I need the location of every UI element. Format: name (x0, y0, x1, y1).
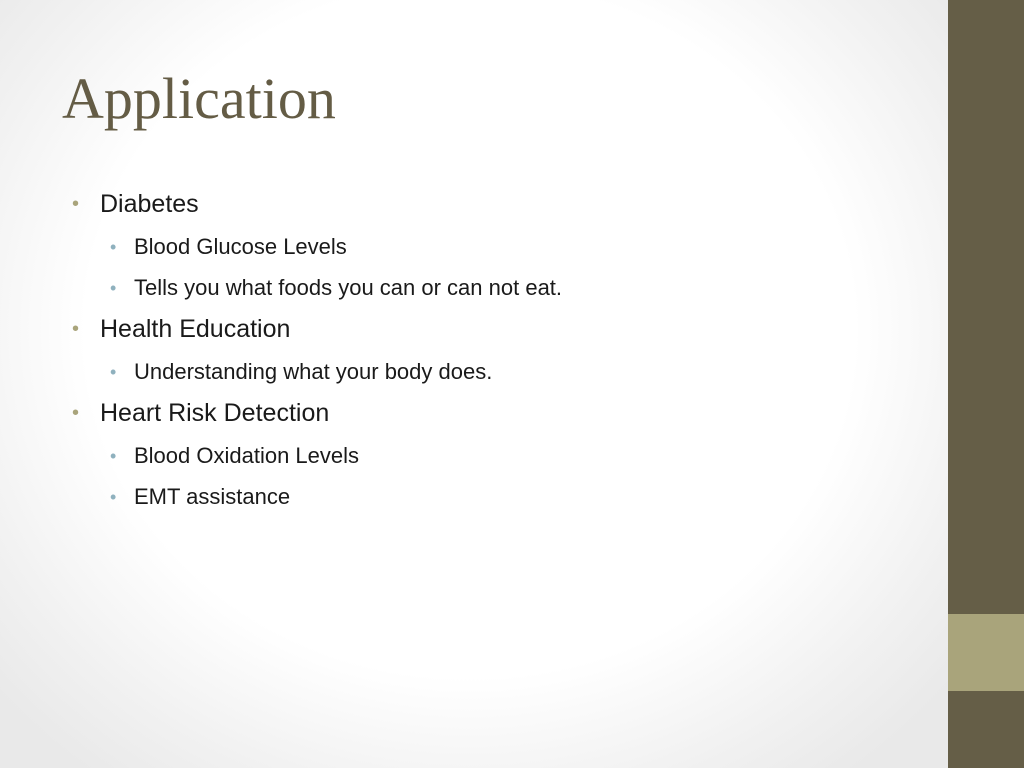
sub-bullet-marker: • (110, 487, 117, 507)
sub-bullet-text: Understanding what your body does. (134, 359, 493, 384)
sub-bullet-item (106, 481, 922, 513)
bullet-text: Heart Risk Detection (100, 399, 330, 427)
sub-bullet-text: Tells you what foods you can or can not eat. (134, 275, 563, 300)
sub-bullet-marker: • (110, 278, 117, 298)
bullet-marker: • (72, 318, 80, 340)
bullet-item (72, 395, 922, 431)
bullet-item (72, 186, 922, 222)
bullet-text: Health Education (100, 315, 291, 343)
sub-bullet-item (106, 440, 922, 472)
bullet-text: Diabetes (100, 190, 199, 218)
sub-bullet-marker: • (110, 446, 117, 466)
bullet-marker: • (72, 193, 80, 215)
sub-bullet-marker: • (110, 237, 117, 257)
bullet-item (72, 311, 922, 347)
sub-bullet-item (106, 356, 922, 388)
sub-bullet-text: Blood Glucose Levels (134, 234, 347, 259)
bullet-marker: • (72, 402, 80, 424)
sub-bullet-text: EMT assistance (134, 484, 291, 509)
bullet-list (72, 186, 922, 513)
slide-title: Application (62, 66, 336, 131)
sub-bullet-marker: • (110, 362, 117, 382)
sub-bullet-item (106, 272, 922, 304)
sub-bullet-text: Blood Oxidation Levels (134, 443, 360, 468)
sub-bullet-item (106, 231, 922, 263)
sidebar-accent-block (948, 614, 1024, 691)
